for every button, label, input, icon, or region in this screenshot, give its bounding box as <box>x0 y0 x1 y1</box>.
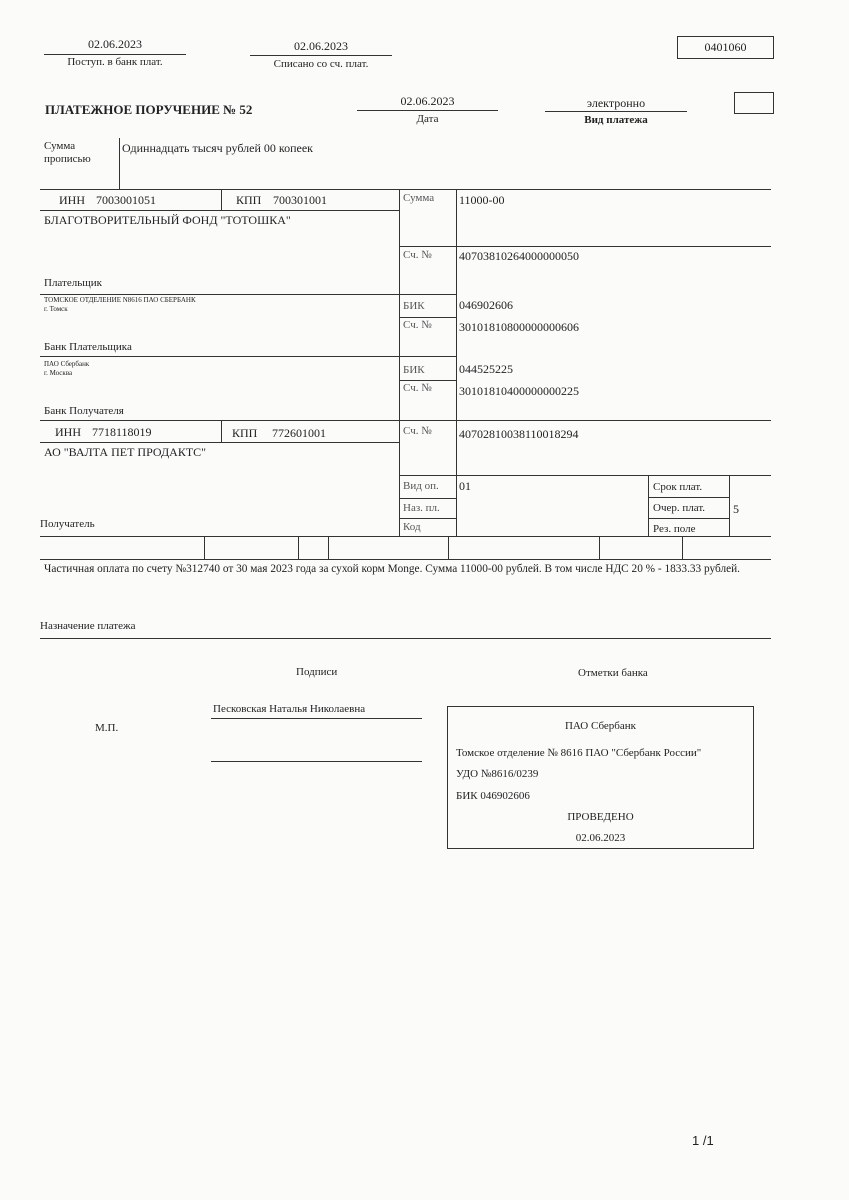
codes-divider-1 <box>648 475 649 536</box>
tax-divider-1 <box>204 536 205 559</box>
payer-account-label: Сч. № <box>403 249 432 261</box>
purpose-code-label: Наз. пл. <box>403 502 440 514</box>
purpose-label: Назначение платежа <box>40 620 136 632</box>
payee-inn-label: ИНН <box>55 425 81 439</box>
payment-type-line <box>545 111 687 112</box>
stamp-date: 02.06.2023 <box>575 832 626 844</box>
tax-divider-4 <box>448 536 449 559</box>
payee-inn: 7718118019 <box>92 425 152 439</box>
payee-account-line <box>399 475 771 476</box>
payee-bank-name: ПАО Сбербанк <box>44 360 90 368</box>
payee-account: 40702810038110018294 <box>459 427 579 441</box>
payee-bank-account-label: Сч. № <box>403 382 432 394</box>
grid-vertical-right <box>456 189 457 536</box>
term-line <box>648 497 729 498</box>
grid-line-top <box>40 189 771 190</box>
stamp-label: М.П. <box>95 722 119 734</box>
tax-divider-5 <box>599 536 600 559</box>
purpose-line <box>40 638 771 639</box>
page-number: 1 /1 <box>692 1133 714 1148</box>
sum-row-line <box>399 246 771 247</box>
sum-value: 11000-00 <box>459 193 505 207</box>
payer-bank-bik-label: БИК <box>403 300 425 312</box>
tax-divider-2 <box>298 536 299 559</box>
status-box <box>734 92 774 114</box>
code-label: Код <box>403 521 421 533</box>
sum-words-value: Одиннадцать тысяч рублей 00 копеек <box>122 141 314 155</box>
document-date-label: Дата <box>416 113 439 125</box>
sum-label: Сумма <box>403 192 435 204</box>
payer-bank-city: г. Томск <box>44 305 68 313</box>
payee-account-label: Сч. № <box>403 425 432 437</box>
tax-row-bottom-line <box>40 559 771 560</box>
sum-words-label-2: прописью <box>44 153 91 165</box>
purpose-code-line <box>399 518 456 519</box>
payer-bank-bik: 046902606 <box>459 298 513 312</box>
stamp-status: ПРОВЕДЕНО <box>567 811 634 823</box>
payee-bank-role-label: Банк Получателя <box>44 405 124 417</box>
sum-words-label-1: Сумма <box>44 140 76 152</box>
payee-bank-bik: 044525225 <box>459 362 513 376</box>
payer-role-label: Плательщик <box>44 277 102 289</box>
sum-words-divider <box>119 138 120 189</box>
payer-bank-account-label: Сч. № <box>403 319 432 331</box>
payer-bank-bottom-line <box>40 356 456 357</box>
payer-bank-name: ТОМСКОЕ ОТДЕЛЕНИЕ N8616 ПАО СБЕРБАНК <box>44 296 196 304</box>
payer-bank-role-label: Банк Плательщика <box>44 341 132 353</box>
payer-inn: 7003001051 <box>96 193 156 207</box>
priority-value: 5 <box>733 502 739 516</box>
op-type-line <box>399 498 456 499</box>
signatures-label: Подписи <box>296 666 338 678</box>
payee-bank-bik-label: БИК <box>403 364 425 376</box>
received-label: Поступ. в банк плат. <box>67 56 163 68</box>
payee-bank-account: 30101810400000000225 <box>459 384 579 398</box>
signature-line-2 <box>211 761 422 762</box>
payer-account: 40703810264000000050 <box>459 249 579 263</box>
document-title: ПЛАТЕЖНОЕ ПОРУЧЕНИЕ № 52 <box>45 102 253 117</box>
payee-kpp-label: КПП <box>232 426 258 440</box>
bank-marks-label: Отметки банка <box>578 667 648 679</box>
payee-kpp: 772601001 <box>272 426 326 440</box>
payee-bank-city: г. Москва <box>44 369 73 377</box>
payer-inn-kpp-divider <box>221 189 222 210</box>
payee-bank-bottom-line <box>40 420 771 421</box>
payer-name: БЛАГОТВОРИТЕЛЬНЫЙ ФОНД "ТОТОШКА" <box>44 213 291 227</box>
payer-kpp-label: КПП <box>236 193 262 207</box>
payer-bottom-line <box>40 294 456 295</box>
priority-line <box>648 518 729 519</box>
op-type: 01 <box>459 479 471 493</box>
received-date-line <box>44 54 186 55</box>
stamp-udo: УДО №8616/0239 <box>456 768 539 780</box>
payer-bank-bik-line <box>399 317 456 318</box>
payee-role-label: Получатель <box>40 518 95 530</box>
payer-inn-label: ИНН <box>59 193 85 207</box>
tax-divider-3 <box>328 536 329 559</box>
term-label: Срок плат. <box>653 481 703 493</box>
document-date-line <box>357 110 498 111</box>
payer-inn-line <box>40 210 399 211</box>
debited-label: Списано со сч. плат. <box>273 58 369 70</box>
reserve-label: Рез. поле <box>653 523 696 535</box>
tax-divider-6 <box>682 536 683 559</box>
payee-inn-line <box>40 442 399 443</box>
payee-inn-kpp-divider <box>221 420 222 442</box>
received-date: 02.06.2023 <box>88 37 142 51</box>
purpose-text: Частичная оплата по счету №312740 от 30 мая 2023 года за сухой корм Monge. Сумма 11000-00 рублей. В том числе НДС 20 % - 1833.33 рублей. <box>44 563 741 575</box>
signature-line-1 <box>211 718 422 719</box>
payee-bank-bik-line <box>399 380 456 381</box>
codes-divider-2 <box>729 475 730 536</box>
payment-type: электронно <box>586 96 646 110</box>
stamp-bik: БИК 046902606 <box>456 790 530 802</box>
grid-vertical-left <box>399 189 400 536</box>
form-code: 0401060 <box>704 40 747 54</box>
debited-date-line <box>250 55 392 56</box>
stamp-bank: ПАО Сбербанк <box>564 720 637 732</box>
payment-type-label: Вид платежа <box>584 114 648 126</box>
document-date: 02.06.2023 <box>400 94 455 108</box>
codes-bottom-line <box>40 536 771 537</box>
debited-date: 02.06.2023 <box>294 39 348 53</box>
payer-kpp: 700301001 <box>273 193 327 207</box>
payer-bank-account: 30101810800000000606 <box>459 320 579 334</box>
priority-label: Очер. плат. <box>653 502 706 514</box>
signer-name: Песковская Наталья Николаевна <box>213 703 366 715</box>
op-type-label: Вид оп. <box>403 480 439 492</box>
payee-name: АО "ВАЛТА ПЕТ ПРОДАКТС" <box>44 445 207 459</box>
stamp-branch: Томское отделение № 8616 ПАО "Сбербанк России" <box>456 747 702 759</box>
